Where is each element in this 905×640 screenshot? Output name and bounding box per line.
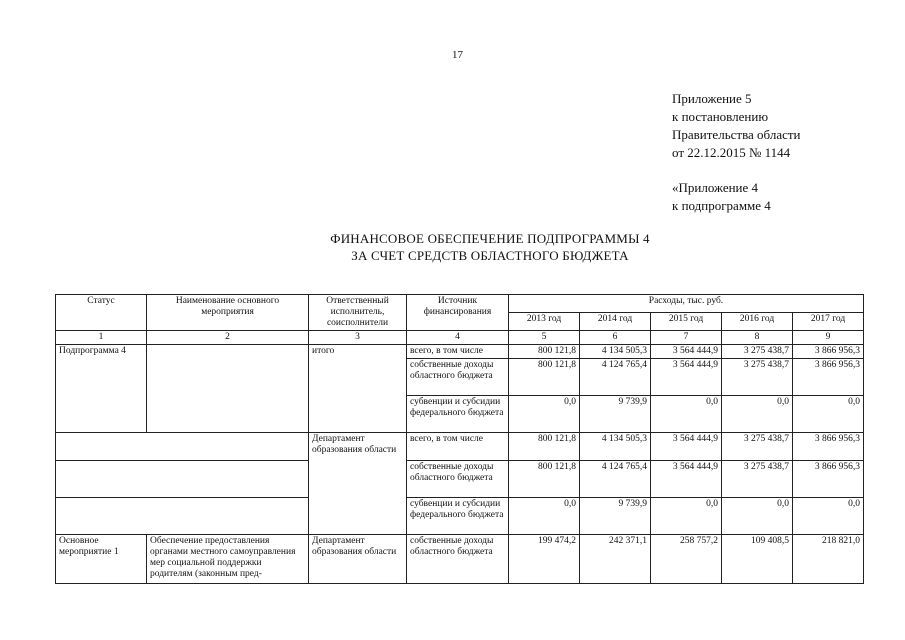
name-cell [147,345,309,433]
value-cell: 0,0 [509,498,580,535]
header-status: Статус [56,295,147,331]
value-cell: 0,0 [722,396,793,433]
value-cell: 0,0 [651,396,722,433]
value-cell: 199 474,2 [509,535,580,584]
empty-cell [56,498,309,535]
source-cell: собственные доходы областного бюджета [407,461,509,498]
title-line-2: ЗА СЧЕТ СРЕДСТВ ОБЛАСТНОГО БЮДЖЕТА [351,248,629,263]
source-cell: субвенции и субсидии федерального бюджета [407,396,509,433]
value-cell: 800 121,8 [509,433,580,461]
value-cell: 3 866 956,3 [793,461,864,498]
value-cell: 3 564 444,9 [651,345,722,359]
column-number: 7 [651,331,722,345]
value-cell: 3 275 438,7 [722,433,793,461]
value-cell: 4 124 765,4 [580,359,651,396]
value-cell: 0,0 [793,396,864,433]
header-name: Наименование основного мероприятия [147,295,309,331]
status-cell: Подпрограмма 4 [56,345,147,359]
value-cell: 3 866 956,3 [793,433,864,461]
value-cell: 242 371,1 [580,535,651,584]
status-cell [56,396,147,433]
table-row [56,535,864,584]
value-cell: 0,0 [509,396,580,433]
status-cell [56,359,147,396]
header-source: Источник финансирования [407,295,509,331]
responsible-cell: итого [309,345,407,433]
empty-cell [56,433,309,461]
value-cell: 3 564 444,9 [651,433,722,461]
value-cell: 3 275 438,7 [722,345,793,359]
appendix-line: «Приложение 4 [672,180,759,195]
value-cell: 0,0 [793,498,864,535]
table-row [56,433,864,461]
page-number: 17 [452,49,463,61]
source-cell: всего, в том числе [407,433,509,461]
value-cell: 800 121,8 [509,345,580,359]
responsible-cell: Департамент образования области [309,535,407,584]
value-cell: 218 821,0 [793,535,864,584]
appendix-block [672,90,801,215]
table-row [56,345,864,359]
source-cell: всего, в том числе [407,345,509,359]
column-number: 3 [309,331,407,345]
responsible-cell: Департамент образования области [309,433,407,535]
value-cell: 3 866 956,3 [793,345,864,359]
source-cell: субвенции и субсидии федерального бюджета [407,498,509,535]
header-year: 2017 год [793,313,864,331]
value-cell: 4 124 765,4 [580,461,651,498]
source-cell: собственные доходы областного бюджета [407,535,509,584]
value-cell: 3 866 956,3 [793,359,864,396]
appendix-line: Приложение 5 [672,91,752,106]
appendix-line: Правительства области [672,127,801,142]
value-cell: 4 134 505,3 [580,345,651,359]
header-year: 2013 год [509,313,580,331]
value-cell: 3 275 438,7 [722,461,793,498]
value-cell: 9 739,9 [580,396,651,433]
header-responsible: Ответственный исполнитель, соисполнители [309,295,407,331]
column-number: 1 [56,331,147,345]
value-cell: 800 121,8 [509,461,580,498]
column-number: 9 [793,331,864,345]
header-expenses: Расходы, тыс. руб. [509,295,864,313]
financing-table [55,294,864,584]
document-title [0,230,905,264]
column-number-row [56,331,864,345]
title-line-1: ФИНАНСОВОЕ ОБЕСПЕЧЕНИЕ ПОДПРОГРАММЫ 4 [330,231,650,246]
value-cell: 3 564 444,9 [651,461,722,498]
header-year: 2015 год [651,313,722,331]
name-cell: Обеспечение предоставления органами местного самоуправления мер социальной поддержки родителям (законным пред- [147,535,309,584]
value-cell: 9 739,9 [580,498,651,535]
empty-cell [56,461,309,498]
table-row [56,498,864,535]
status-cell: Основное мероприятие 1 [56,535,147,584]
header-year: 2014 год [580,313,651,331]
appendix-line: от 22.12.2015 № 1144 [672,145,791,160]
source-cell: собственные доходы областного бюджета [407,359,509,396]
value-cell: 258 757,2 [651,535,722,584]
header-row [56,295,864,313]
value-cell: 109 408,5 [722,535,793,584]
value-cell: 4 134 505,3 [580,433,651,461]
column-number: 6 [580,331,651,345]
column-number: 5 [509,331,580,345]
value-cell: 3 564 444,9 [651,359,722,396]
value-cell: 800 121,8 [509,359,580,396]
header-year: 2016 год [722,313,793,331]
column-number: 8 [722,331,793,345]
appendix-line: к подпрограмме 4 [672,198,771,213]
appendix-line: к постановлению [672,109,769,124]
column-number: 4 [407,331,509,345]
table-row [56,461,864,498]
value-cell: 0,0 [722,498,793,535]
value-cell: 3 275 438,7 [722,359,793,396]
column-number: 2 [147,331,309,345]
value-cell: 0,0 [651,498,722,535]
